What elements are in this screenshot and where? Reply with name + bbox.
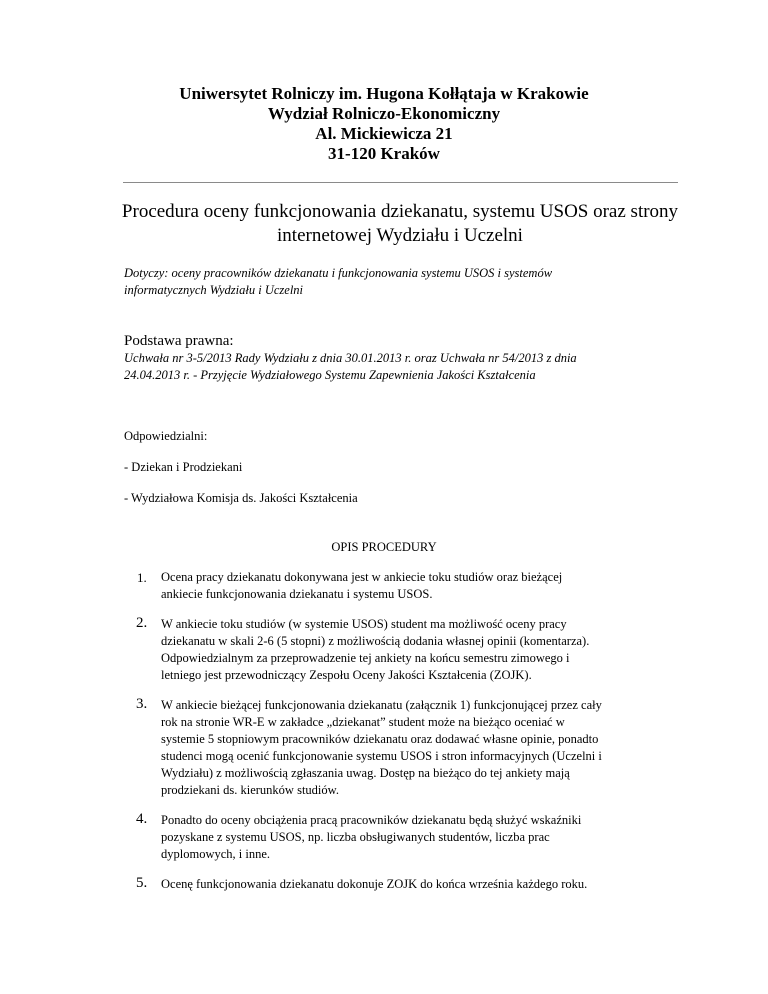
legal-basis-label: Podstawa prawna:	[124, 333, 234, 349]
step-line: Ocenę funkcjonowania dziekanatu dokonuje ZOJK do końca września każdego roku.	[161, 877, 588, 891]
step-number: 1.	[137, 570, 147, 585]
procedure-step-2	[124, 616, 684, 684]
step-line: W ankiecie bieżącej funkcjonowania dziekanatu (załącznik 1) funkcjonującej przez cały	[161, 698, 602, 712]
step-number: 2.	[136, 615, 148, 631]
scope-note	[124, 265, 684, 299]
step-line: Ocena pracy dziekanatu dokonywana jest w ankiecie toku studiów oraz bieżącej	[161, 570, 563, 584]
institution-header	[0, 84, 768, 164]
responsible-item-commission: - Wydziałowa Komisja ds. Jakości Kształcenia	[124, 491, 358, 505]
step-line: ankiecie funkcjonowania dziekanatu i systemu USOS.	[161, 587, 433, 601]
step-number: 5.	[136, 875, 148, 891]
step-line: dziekanatu w skali 2-6 (5 stopni) z możliwością dodania własnej opinii (komentarza).	[161, 634, 590, 648]
title-line-1: Procedura oceny funkcjonowania dziekanatu, systemu USOS oraz strony	[121, 201, 679, 222]
step-line: dyplomowych, i inne.	[161, 847, 271, 861]
legal-basis-line-2: 24.04.2013 r. - Przyjęcie Wydziałowego Systemu Zapewnienia Jakości Kształcenia	[124, 368, 536, 382]
step-line: W ankiecie toku studiów (w systemie USOS) student ma możliwość oceny pracy	[161, 617, 567, 631]
step-line: Odpowiedzialnym za przeprowadzenie tej ankiety na końcu semestru zimowego i	[161, 651, 570, 665]
procedure-step-4	[124, 812, 684, 863]
step-number: 3.	[136, 696, 148, 712]
step-line: pozyskane z systemu USOS, np. liczba obsługiwanych studentów, liczba prac	[161, 830, 550, 844]
step-line: Ponadto do oceny obciążenia pracą pracowników dziekanatu będą służyć wskaźniki	[161, 813, 582, 827]
header-faculty: Wydział Rolniczo-Ekonomiczny	[267, 104, 501, 123]
procedure-step-1	[124, 569, 684, 603]
responsible-item-dean: - Dziekan i Prodziekani	[124, 460, 243, 474]
step-number: 4.	[136, 811, 148, 827]
header-university: Uniwersytet Rolniczy im. Hugona Kołłątaja w Krakowie	[179, 84, 589, 103]
scope-line-1: Dotyczy: oceny pracowników dziekanatu i funkcjonowania systemu USOS i systemów	[124, 266, 553, 280]
procedure-title	[100, 200, 700, 248]
header-divider	[123, 182, 678, 183]
legal-basis-text	[124, 350, 684, 384]
procedure-step-5	[124, 876, 684, 893]
step-line: rok na stronie WR-E w zakładce „dziekanat” student może na bieżąco oceniać w	[161, 715, 565, 729]
legal-basis-line-1: Uchwała nr 3-5/2013 Rady Wydziału z dnia 30.01.2013 r. oraz Uchwała nr 54/2013 z dnia	[124, 351, 577, 365]
step-line: letniego jest przewodniczący Zespołu Oceny Jakości Kształcenia (ZOJK).	[161, 668, 532, 682]
step-line: studenci mogą ocenić funkcjonowanie systemu USOS i stron informacyjnych (Uczelni i	[161, 749, 602, 763]
scope-line-2: informatycznych Wydziału i Uczelni	[124, 283, 304, 297]
step-line: Wydziału) z możliwością zgłaszania uwag. Dostęp na bieżąco do tej ankiety mają	[161, 766, 570, 780]
header-street: Al. Mickiewicza 21	[315, 124, 453, 143]
step-line: systemie 5 stopniowym pracowników dziekanatu oraz dodawać własne opinie, ponadto	[161, 732, 599, 746]
responsible-label: Odpowiedzialni:	[124, 429, 208, 443]
procedure-step-3	[124, 697, 684, 799]
header-postal-city: 31-120 Kraków	[328, 144, 440, 163]
procedure-heading: OPIS PROCEDURY	[331, 540, 437, 554]
step-line: prodziekani ds. kierunków studiów.	[161, 783, 339, 797]
procedure-steps	[124, 569, 684, 906]
title-line-2: internetowej Wydziału i Uczelni	[277, 225, 523, 246]
